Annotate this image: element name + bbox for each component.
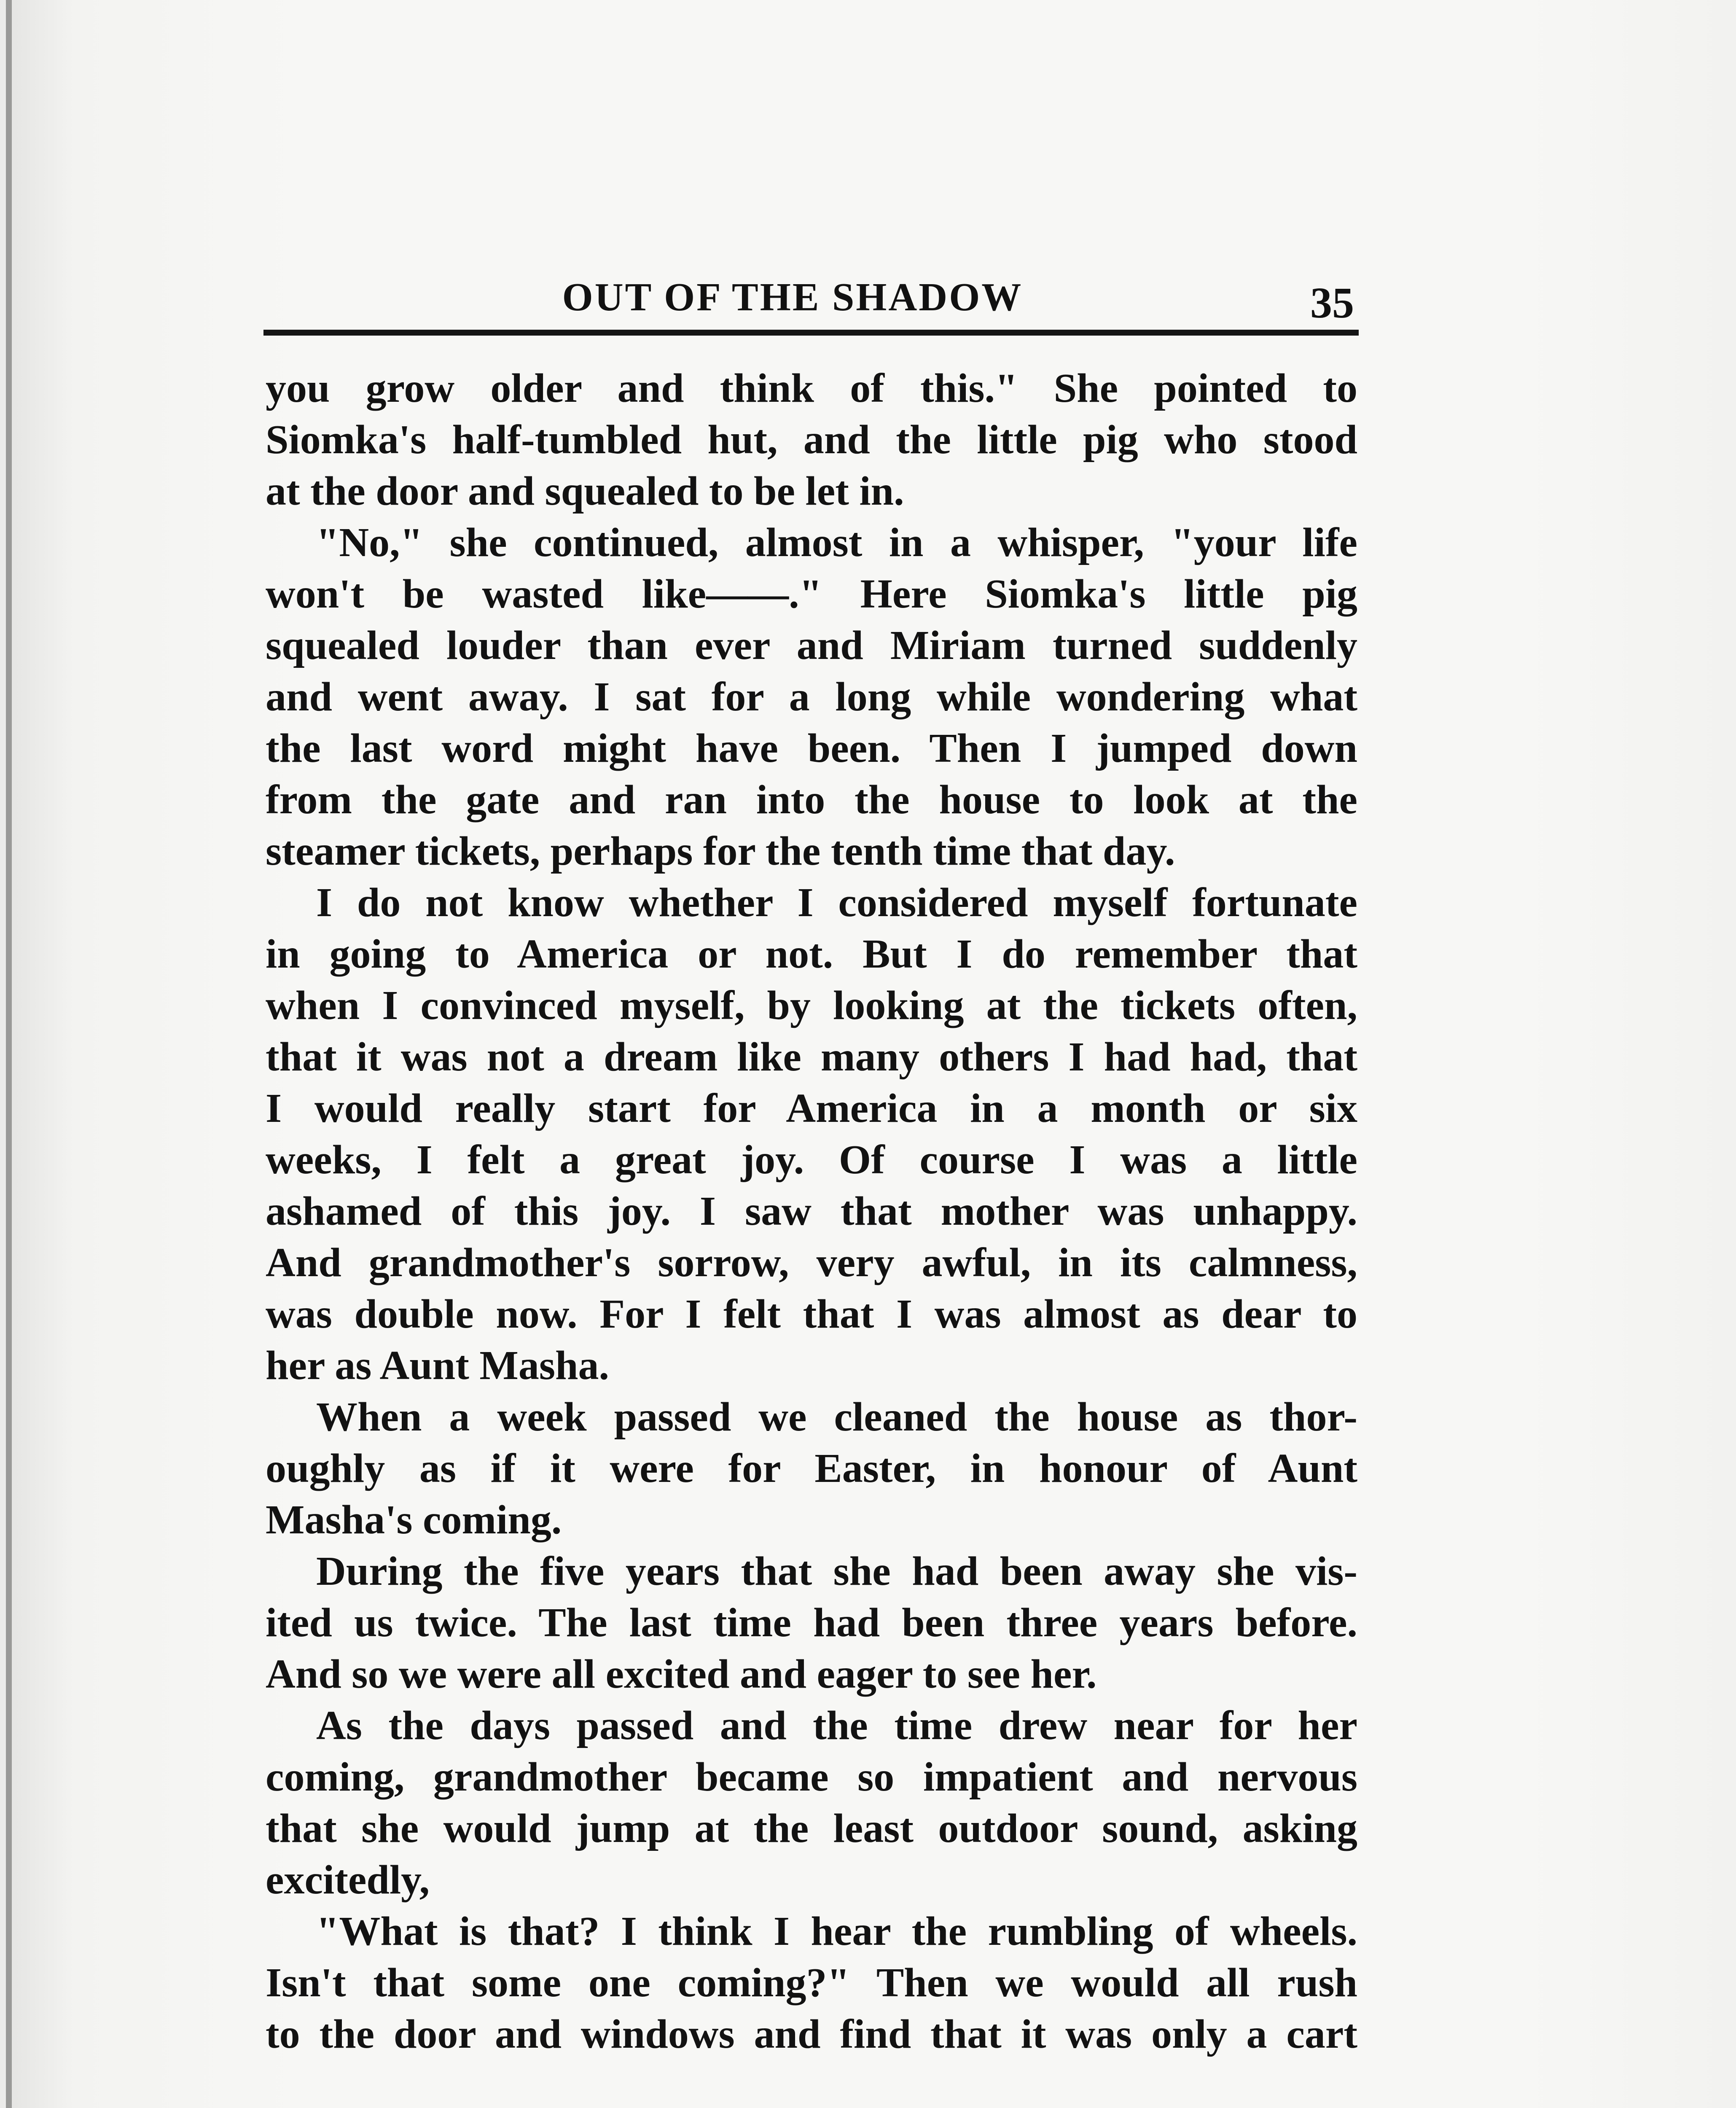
text-line: was double now. For I felt that I was almost as dear to (266, 1291, 1357, 1337)
text-line: ited us twice. The last time had been three years before. (266, 1600, 1357, 1646)
running-title: OUT OF THE SHADOW (562, 275, 1023, 319)
text-line: Siomka's half-tumbled hut, and the little pig who stood (266, 417, 1357, 462)
text-line: that it was not a dream like many others I had had, that (266, 1034, 1357, 1080)
text-line: As the days passed and the time drew near for her (316, 1703, 1357, 1748)
text-line: oughly as if it were for Easter, in honour of Aunt (266, 1446, 1357, 1491)
text-line: to the door and windows and find that it was only a cart (266, 2011, 1357, 2057)
text-line: in going to America or not. But I do remember that (266, 931, 1357, 977)
text-line: excitedly, (266, 1857, 430, 1903)
text-line: And grandmother's sorrow, very awful, in its calmness, (266, 1240, 1357, 1285)
text-line: And so we were all excited and eager to see her. (266, 1651, 1097, 1697)
text-line: and went away. I sat for a long while wondering what (266, 674, 1357, 720)
text-line: her as Aunt Masha. (266, 1343, 610, 1388)
text-line: "What is that? I think I hear the rumbling of wheels. (316, 1909, 1357, 1954)
page-header (261, 266, 1357, 329)
text-line: that she would jump at the least outdoor sound, asking (266, 1806, 1357, 1851)
text-line: won't be wasted like——." Here Siomka's little pig (266, 571, 1357, 617)
page-number: 35 (1310, 279, 1354, 327)
text-line: "No," she continued, almost in a whisper, "your life (316, 520, 1357, 565)
text-line: ashamed of this joy. I saw that mother was unhappy. (266, 1188, 1357, 1234)
body-text (266, 363, 1357, 2060)
text-line: from the gate and ran into the house to look at the (266, 777, 1357, 823)
text-line: Masha's coming. (266, 1497, 562, 1543)
text-line: coming, grandmother became so impatient and nervous (266, 1754, 1357, 1800)
page-edge (6, 0, 12, 2108)
text-line: weeks, I felt a great joy. Of course I was a little (266, 1137, 1357, 1183)
text-line: When a week passed we cleaned the house as thor- (316, 1394, 1357, 1440)
text-line: when I convinced myself, by looking at the tickets often, (266, 983, 1357, 1028)
text-line: at the door and squealed to be let in. (266, 468, 904, 514)
text-line: I do not know whether I considered myself fortunate (316, 880, 1357, 925)
header-rule (263, 330, 1359, 336)
text-line: the last word might have been. Then I jumped down (266, 726, 1357, 771)
text-line: steamer tickets, perhaps for the tenth time that day. (266, 828, 1175, 874)
text-line: During the five years that she had been away she vis- (316, 1549, 1357, 1594)
text-line: Isn't that some one coming?" Then we would all rush (266, 1960, 1357, 2006)
text-line: you grow older and think of this." She pointed to (266, 366, 1357, 411)
text-line: I would really start for America in a month or six (266, 1086, 1357, 1131)
text-line: squealed louder than ever and Miriam turned suddenly (266, 623, 1357, 668)
